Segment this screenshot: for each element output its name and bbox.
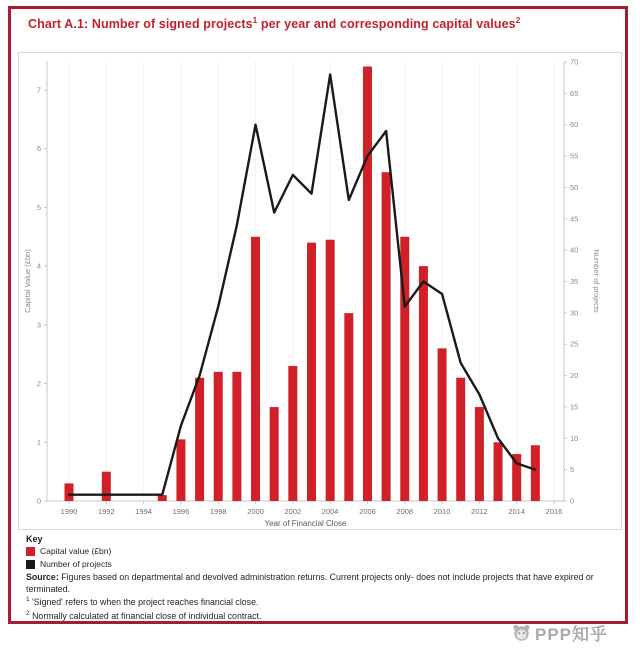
footnote-1 — [26, 596, 618, 607]
svg-text:55: 55 — [570, 151, 579, 161]
svg-text:10: 10 — [570, 433, 579, 443]
watermark-text: PPP知乎 — [535, 625, 609, 644]
legend-swatch-capital — [26, 547, 35, 556]
svg-text:1994: 1994 — [135, 507, 152, 516]
svg-text:65: 65 — [570, 88, 579, 98]
chart-title-text-2: per year and corresponding capital values — [257, 17, 516, 32]
svg-text:2002: 2002 — [284, 507, 302, 516]
svg-text:2014: 2014 — [508, 507, 526, 516]
svg-text:1998: 1998 — [209, 507, 227, 516]
svg-text:2004: 2004 — [321, 507, 339, 516]
svg-text:30: 30 — [570, 308, 579, 318]
chart-title — [28, 16, 608, 31]
svg-text:50: 50 — [570, 182, 579, 192]
svg-text:0: 0 — [36, 496, 41, 506]
legend-label-projects: Number of projects — [40, 559, 112, 569]
svg-text:0: 0 — [570, 496, 575, 506]
svg-text:45: 45 — [570, 214, 579, 224]
svg-text:1: 1 — [36, 437, 41, 447]
svg-text:6: 6 — [36, 144, 41, 154]
svg-text:2008: 2008 — [396, 507, 414, 516]
legend-item-capital-value — [26, 546, 111, 556]
footnote-2-marker: 2 — [26, 610, 30, 617]
chart-area — [18, 52, 622, 530]
title-footnote-marker-2: 2 — [515, 16, 521, 25]
svg-text:Year of Financial Close: Year of Financial Close — [264, 519, 347, 528]
svg-text:2016: 2016 — [545, 507, 563, 516]
source-text: Figures based on departmental and devolved administration returns. Current projects only- does not include projects that have expired or terminated. — [26, 572, 594, 595]
svg-text:1990: 1990 — [60, 507, 78, 516]
legend-title: Key — [26, 534, 43, 544]
svg-text:5: 5 — [36, 202, 41, 212]
svg-text:70: 70 — [570, 57, 579, 67]
svg-text:2012: 2012 — [471, 507, 488, 516]
svg-text:1996: 1996 — [172, 507, 190, 516]
footnote-1-marker: 1 — [26, 596, 30, 603]
title-footnote-marker-1: 1 — [252, 16, 258, 25]
svg-text:40: 40 — [570, 245, 579, 255]
svg-text:Capital Value (£bn): Capital Value (£bn) — [23, 249, 32, 313]
legend-swatch-projects — [26, 560, 35, 569]
svg-text:3: 3 — [36, 320, 41, 330]
svg-text:1992: 1992 — [97, 507, 115, 516]
source-label: Source: — [26, 572, 59, 582]
svg-text:60: 60 — [570, 120, 579, 130]
chart-title-text: Chart A.1: Number of signed projects — [28, 17, 253, 32]
svg-text:2000: 2000 — [247, 507, 264, 516]
svg-text:35: 35 — [570, 277, 579, 286]
combo-bar-line-chart — [19, 53, 621, 529]
svg-text:25: 25 — [570, 339, 579, 349]
legend-item-number-projects — [26, 559, 112, 569]
svg-text:4: 4 — [36, 261, 41, 271]
svg-text:7: 7 — [36, 85, 41, 95]
ppp-zhihu-watermark — [512, 620, 608, 645]
ppp-zhihu-logo-icon — [512, 623, 531, 642]
svg-text:2: 2 — [36, 379, 41, 389]
legend-label-capital: Capital value (£bn) — [40, 546, 112, 556]
svg-text:20: 20 — [570, 371, 579, 381]
svg-text:15: 15 — [570, 402, 579, 412]
svg-text:5: 5 — [570, 465, 575, 475]
svg-text:2006: 2006 — [359, 507, 376, 516]
svg-text:Number of projects: Number of projects — [592, 249, 601, 313]
svg-text:2010: 2010 — [433, 507, 451, 516]
footnote-2-text: Normally calculated at financial close of individual contract. — [29, 610, 262, 621]
source-note — [26, 571, 618, 596]
footnote-1-text: 'Signed' refers to when the project reaches financial close. — [29, 596, 259, 607]
